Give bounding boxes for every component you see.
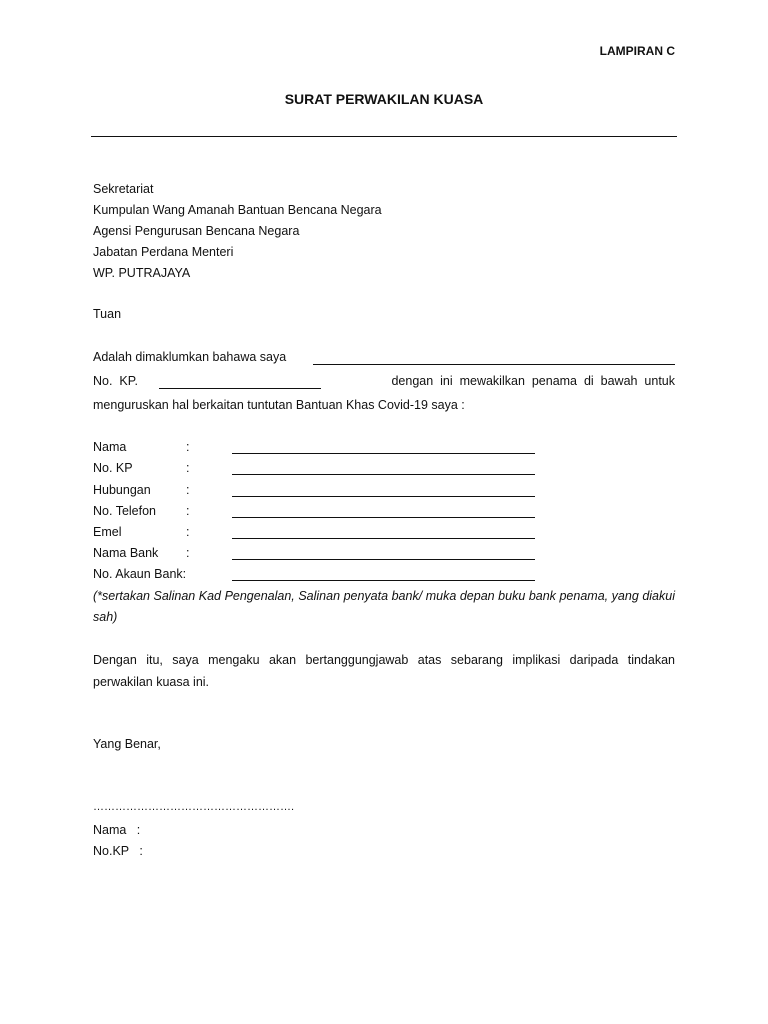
field-label: No. KP — [93, 461, 133, 475]
field-hubungan — [93, 481, 543, 502]
document-title: SURAT PERWAKILAN KUASA — [284, 91, 484, 107]
address-line: Sekretariat — [93, 182, 154, 196]
attachment-note: (*sertakan Salinan Kad Pengenalan, Salinan penyata bank/ muka depan buku bank penama, yang diakui sah) — [93, 589, 675, 624]
field-label: No. Telefon — [93, 504, 157, 518]
signature-nama-label: Nama : — [93, 823, 141, 837]
closing-text: Yang Benar, — [93, 737, 161, 751]
statement-line-1 — [93, 350, 675, 370]
field-blank[interactable] — [232, 580, 535, 581]
field-colon: : — [186, 525, 190, 539]
field-blank[interactable] — [232, 517, 535, 518]
field-colon: : — [186, 440, 190, 454]
title-divider — [91, 136, 677, 137]
address-line: Jabatan Perdana Menteri — [93, 245, 234, 259]
signature-kp-label: No.KP : — [93, 844, 143, 858]
field-blank[interactable] — [232, 538, 535, 539]
kp-prefix: No. KP. — [93, 374, 138, 388]
field-blank[interactable] — [232, 496, 535, 497]
field-no-akaun-bank — [93, 565, 543, 586]
field-blank[interactable] — [232, 453, 535, 454]
statement-line-2 — [93, 374, 675, 394]
field-colon: : — [186, 546, 190, 560]
field-label: Hubungan — [93, 483, 151, 497]
kp-blank[interactable] — [159, 388, 321, 389]
field-label: No. Akaun Bank: — [93, 567, 187, 581]
statement-suffix: dengan ini mewakilkan penama di bawah untuk — [391, 374, 675, 388]
field-colon: : — [186, 461, 190, 475]
address-line: Agensi Pengurusan Bencana Negara — [93, 224, 300, 238]
appendix-label: LAMPIRAN C — [599, 44, 675, 58]
field-no-telefon — [93, 502, 543, 523]
signature-line[interactable]: ………………………………………………. — [93, 801, 295, 813]
salutation: Tuan — [93, 307, 122, 321]
recipient-address — [93, 179, 382, 284]
name-blank[interactable] — [313, 364, 675, 365]
statement-prefix: Adalah dimaklumkan bahawa saya — [93, 350, 287, 364]
field-colon: : — [186, 504, 190, 518]
field-nama-bank — [93, 544, 543, 565]
field-colon: : — [186, 483, 190, 497]
field-label: Emel — [93, 525, 122, 539]
declaration-paragraph: Dengan itu, saya mengaku akan bertanggungjawab atas sebarang implikasi daripada tindakan perwakilan kuasa ini. — [93, 653, 675, 689]
address-line: WP. PUTRAJAYA — [93, 266, 191, 280]
field-label: Nama — [93, 440, 127, 454]
field-no-kp — [93, 459, 543, 480]
field-blank[interactable] — [232, 559, 535, 560]
field-blank[interactable] — [232, 474, 535, 475]
address-line: Kumpulan Wang Amanah Bantuan Bencana Negara — [93, 203, 382, 217]
field-nama — [93, 438, 543, 459]
field-label: Nama Bank — [93, 546, 159, 560]
statement-line-3: menguruskan hal berkaitan tuntutan Bantuan Khas Covid-19 saya : — [93, 398, 465, 412]
field-emel — [93, 523, 543, 544]
